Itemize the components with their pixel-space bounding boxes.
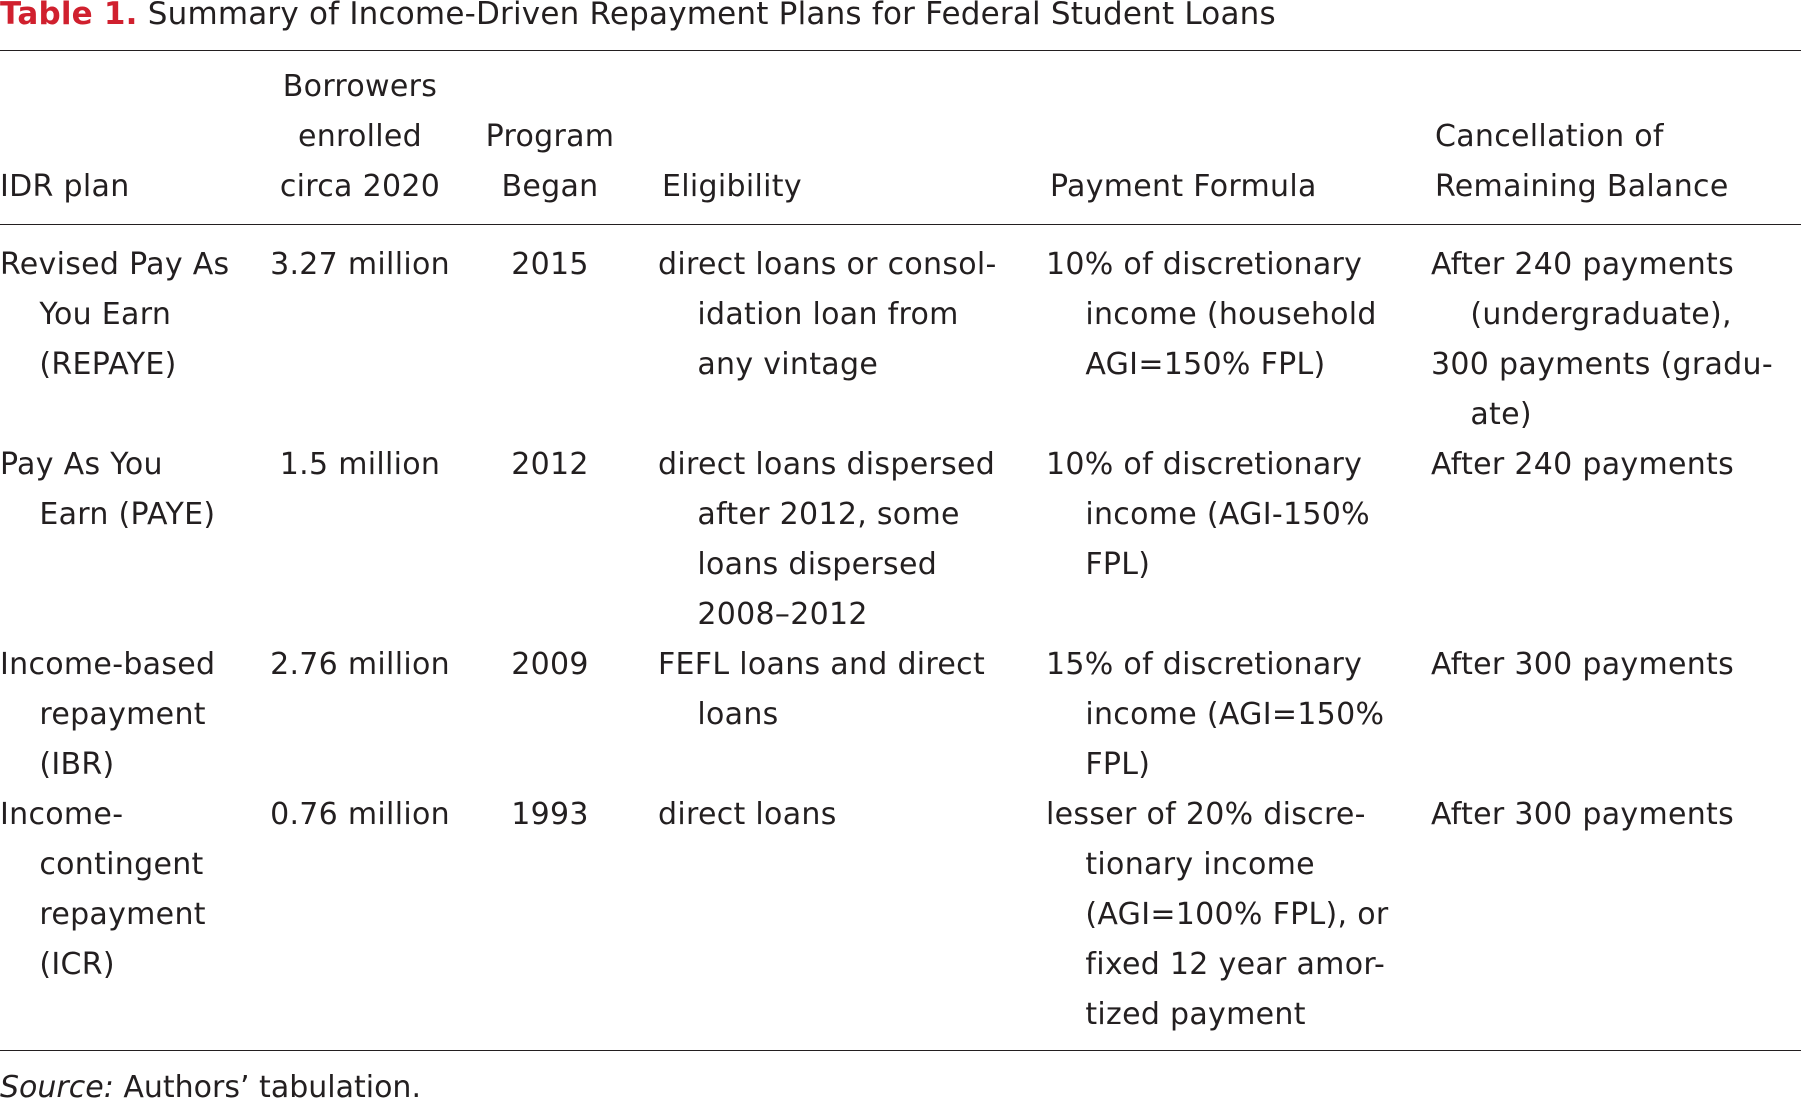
row-3-plan: Income-based repayment (IBR) <box>0 647 216 782</box>
table-title: Summary of Income-Driven Repayment Plans for Federal Student Loans <box>147 0 1276 32</box>
header-idr-plan: IDR plan <box>0 169 130 204</box>
row-1-formula: 10% of discretionary income (household AGI=150% FPL) <box>1046 247 1377 382</box>
row-1-began: 2015 <box>511 247 589 282</box>
table-caption <box>0 0 1276 34</box>
table-number: Table 1. <box>0 0 138 32</box>
row-3-eligibility: FEFL loans and direct loans <box>658 647 986 732</box>
top-rule <box>0 50 1801 51</box>
row-4-formula: lesser of 20% discre- tionary income (AGI=100% FPL), or fixed 12 year amor- tized payment <box>1046 797 1389 1032</box>
row-3-began: 2009 <box>511 647 589 682</box>
row-4-began: 1993 <box>511 797 589 832</box>
row-2-formula: 10% of discretionary income (AGI-150% FPL) <box>1046 447 1370 582</box>
row-2-plan: Pay As You Earn (PAYE) <box>0 447 216 532</box>
source-label: Source: <box>0 1070 114 1105</box>
row-4-borrowers: 0.76 million <box>270 797 450 832</box>
row-2-eligibility: direct loans dispersed after 2012, some loans dispersed 2008–2012 <box>658 447 996 632</box>
table-source-note <box>0 1063 421 1113</box>
header-program-began: Program Began <box>485 119 615 204</box>
row-1-plan: Revised Pay As You Earn (REPAYE) <box>0 247 230 382</box>
row-3-borrowers: 2.76 million <box>270 647 450 682</box>
row-4-eligibility: direct loans <box>658 797 837 832</box>
row-2-began: 2012 <box>511 447 589 482</box>
row-4-cancellation: After 300 payments <box>1431 797 1735 832</box>
header-borrowers: Borrowers enrolled circa 2020 <box>279 69 441 204</box>
row-3-cancellation: After 300 payments <box>1431 647 1735 682</box>
row-2-borrowers: 1.5 million <box>279 447 441 482</box>
row-3-formula: 15% of discretionary income (AGI=150% FPL) <box>1046 647 1385 782</box>
header-rule <box>0 224 1801 225</box>
row-1-eligibility: direct loans or consol- idation loan from any vintage <box>658 247 997 382</box>
row-1-cancellation: After 240 payments (undergraduate), 300 payments (gradu- ate) <box>1431 247 1773 432</box>
header-eligibility: Eligibility <box>662 169 802 204</box>
bottom-rule <box>0 1050 1801 1051</box>
row-2-cancellation: After 240 payments <box>1431 447 1735 482</box>
header-cancellation: Cancellation of Remaining Balance <box>1435 119 1729 204</box>
row-4-plan: Income- contingent repayment (ICR) <box>0 797 206 982</box>
source-text: Authors’ tabulation. <box>113 1070 421 1105</box>
header-payment-formula: Payment Formula <box>1050 169 1317 204</box>
row-1-borrowers: 3.27 million <box>270 247 450 282</box>
